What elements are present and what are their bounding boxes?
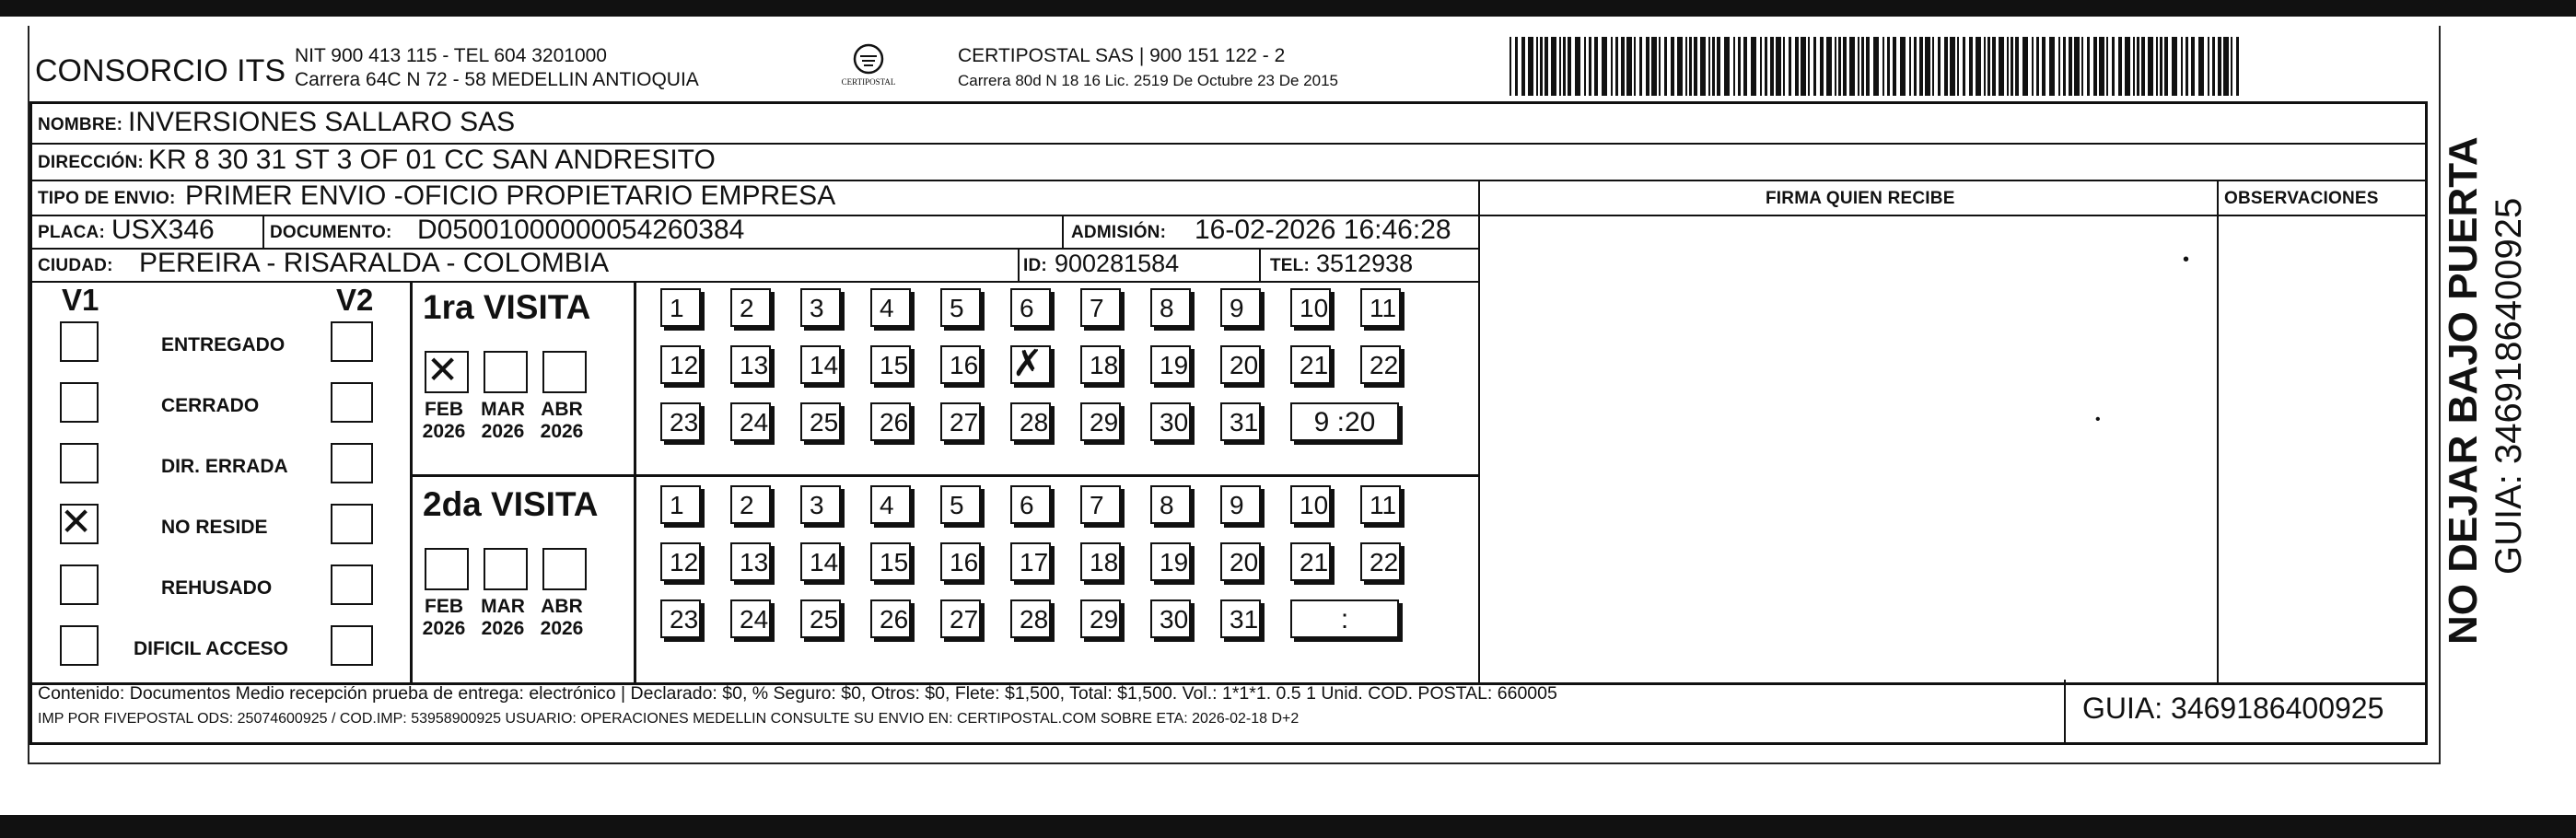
ciudad-value: PEREIRA - RISARALDA - COLOMBIA — [139, 248, 610, 278]
visit2-day-box[interactable]: 2 — [730, 485, 771, 524]
barcode-bar — [1914, 37, 1917, 96]
footer-guia: GUIA: 3469186400925 — [2082, 692, 2384, 725]
barcode-bar — [1694, 37, 1697, 96]
barcode-bar — [2032, 37, 2034, 96]
barcode-bar — [2133, 37, 2135, 96]
barcode-bar — [1887, 37, 1890, 96]
visit1-day-box[interactable]: 5 — [940, 288, 981, 327]
barcode-bar — [1615, 37, 1618, 96]
v2-checkbox[interactable] — [331, 564, 373, 605]
visit1-month-label: ABR — [541, 399, 583, 420]
bottom-edge — [0, 815, 2576, 838]
visit1-day-box[interactable]: 3 — [800, 288, 841, 327]
visit2-day-box[interactable]: 23 — [660, 599, 701, 638]
barcode-bar — [1559, 37, 1561, 96]
documento-value: D05001000000054260384 — [417, 215, 745, 245]
barcode-bar — [1760, 37, 1762, 96]
status-label: CERRADO — [161, 395, 260, 416]
placa-label: PLACA: — [38, 223, 105, 242]
visit2-day-box[interactable]: 31 — [1220, 599, 1261, 638]
visit2-day-box[interactable]: 10 — [1290, 485, 1331, 524]
visit1-day-box[interactable]: 15 — [870, 345, 911, 384]
id-value: 900281584 — [1055, 250, 1180, 277]
barcode-bar — [1826, 37, 1832, 96]
barcode-bar — [1712, 37, 1715, 96]
visit2-time-box[interactable]: : — [1290, 599, 1399, 638]
visit2-day-box[interactable]: 28 — [1010, 599, 1051, 638]
visit1-month-checkbox[interactable] — [542, 351, 587, 393]
barcode-bar — [2074, 37, 2080, 96]
v1-checkbox[interactable] — [60, 564, 99, 605]
footer — [29, 680, 2428, 745]
status-section — [32, 281, 413, 682]
placa-value: USX346 — [111, 215, 215, 245]
status-label: DIR. ERRADA — [161, 456, 288, 477]
visit2-day-box[interactable]: 22 — [1360, 542, 1401, 581]
visit2-day-box[interactable]: 30 — [1150, 599, 1191, 638]
barcode-bar — [1677, 37, 1683, 96]
certipostal-address: Carrera 80d N 18 16 Lic. 2519 De Octubre 23 De 2015 — [958, 72, 1338, 89]
barcode-bar — [2042, 37, 2046, 96]
barcode-bar — [1563, 37, 1566, 96]
barcode-bar — [2063, 37, 2066, 96]
barcode-bar — [2011, 37, 2013, 96]
visit1-day-box[interactable]: 27 — [940, 402, 981, 441]
visit2-day-box[interactable]: 1 — [660, 485, 701, 524]
visit1-month-checkbox[interactable] — [484, 351, 528, 393]
barcode-bar — [2156, 37, 2158, 96]
visit2-day-box[interactable]: 12 — [660, 542, 701, 581]
barcode-bar — [1634, 37, 1636, 96]
visit2-day-box[interactable]: 18 — [1080, 542, 1121, 581]
visit2-day-box[interactable]: 29 — [1080, 599, 1121, 638]
visit1-day-box[interactable]: 25 — [800, 402, 841, 441]
barcode-bar — [1515, 37, 1518, 96]
barcode-bar — [2164, 37, 2168, 96]
check-mark: ✕ — [60, 499, 93, 544]
visits-section — [410, 281, 1478, 682]
ciudad-row — [32, 248, 1478, 283]
barcode-bar — [1925, 37, 1930, 96]
visit2-month-year: 2026 — [540, 618, 584, 639]
ink-dot: • — [2183, 250, 2190, 270]
visit1-month-year: 2026 — [422, 421, 466, 442]
barcode-bar — [1685, 37, 1687, 96]
v1-checkbox[interactable] — [60, 625, 99, 666]
tipo-value: PRIMER ENVIO -OFICIO PROPIETARIO EMPRESA — [185, 180, 836, 211]
barcode-bar — [1938, 37, 1941, 96]
barcode-bar — [1838, 37, 1841, 96]
barcode-bar — [1795, 37, 1799, 96]
barcode-bar — [1776, 37, 1781, 96]
barcode-bar — [1813, 37, 1816, 96]
firma-header — [1480, 180, 2217, 216]
barcode-bar — [2141, 37, 2145, 96]
shipment-form — [29, 101, 2428, 685]
observ-header — [2219, 180, 2425, 216]
ciudad-label: CIUDAD: — [38, 256, 113, 275]
status-label: REHUSADO — [161, 577, 273, 599]
footer-line1: Contenido: Documentos Medio recepción prueba de entrega: electrónico | Declarado: $0, % Seguro: $0, Otros: $0, Flete: $1,500, Total: $1,500. Vol.: 1*1*1. 0.5 1 Unid. COD. POSTAL: 660005 — [38, 683, 1557, 704]
admision-label: ADMISIÓN: — [1071, 223, 1167, 242]
barcode-bar — [1536, 37, 1538, 96]
barcode-bar — [1551, 37, 1556, 96]
visit1-day-box[interactable]: 18 — [1080, 345, 1121, 384]
visit2-day-box[interactable]: 25 — [800, 599, 841, 638]
barcode-bar — [1626, 37, 1632, 96]
visit1-day-box[interactable]: 1 — [660, 288, 701, 327]
v2-header: V2 — [336, 283, 374, 317]
visit2-title: 2da VISITA — [423, 485, 599, 523]
barcode-bar — [2112, 37, 2115, 96]
visit1-day-box[interactable]: 31 — [1220, 402, 1261, 441]
month-check-mark: ✕ — [426, 347, 460, 392]
barcode-bar — [1984, 37, 1986, 96]
certipostal-line: CERTIPOSTAL SAS | 900 151 122 - 2 — [958, 45, 1286, 66]
visit2-month-checkbox[interactable] — [484, 548, 528, 590]
documento-label: DOCUMENTO: — [270, 223, 392, 242]
visit1-day-box[interactable]: 4 — [870, 288, 911, 327]
visit2-day-box[interactable]: 14 — [800, 542, 841, 581]
barcode-bar — [1738, 37, 1741, 96]
visit2-day-box[interactable]: 9 — [1220, 485, 1261, 524]
tel-value: 3512938 — [1316, 250, 1414, 277]
barcode-bar — [1751, 37, 1756, 96]
visit1-day-box[interactable]: 12 — [660, 345, 701, 384]
visit2-day-box[interactable]: 3 — [800, 485, 841, 524]
barcode-bar — [1589, 37, 1591, 96]
barcode-bar — [1509, 37, 1511, 96]
placa-row — [32, 215, 1478, 250]
barcode-bar — [1733, 37, 1735, 96]
visit2-day-box[interactable]: 8 — [1150, 485, 1191, 524]
v2-checkbox[interactable] — [331, 321, 373, 362]
visit1-day-box[interactable]: 29 — [1080, 402, 1121, 441]
barcode-bar — [1843, 37, 1847, 96]
visit1-month-year: 2026 — [481, 421, 525, 442]
visit2-month-label: ABR — [541, 596, 583, 617]
barcode-bar — [2125, 37, 2130, 96]
barcode-bar — [1866, 37, 1870, 96]
barcode-bar — [2007, 37, 2009, 96]
barcode-bar — [1770, 37, 1774, 96]
barcode-bar — [1544, 37, 1548, 96]
v1-checkbox[interactable] — [60, 382, 99, 423]
company-name: CONSORCIO ITS — [35, 53, 286, 88]
visit2-month-checkbox[interactable] — [542, 548, 587, 590]
visit2-day-box[interactable]: 11 — [1360, 485, 1401, 524]
barcode-bar — [2069, 37, 2072, 96]
barcode-bar — [2212, 37, 2215, 96]
visit1-time-box[interactable]: 9 :20 — [1290, 402, 1399, 441]
barcode-bar — [2172, 37, 2177, 96]
visit1-day-box[interactable]: 2 — [730, 288, 771, 327]
visit1-day-box[interactable]: 30 — [1150, 402, 1191, 441]
status-label: ENTREGADO — [161, 334, 286, 355]
visit2-month-year: 2026 — [481, 618, 525, 639]
barcode-bar — [2186, 37, 2188, 96]
barcode-bar — [1900, 37, 1906, 96]
barcode-bar — [1708, 37, 1710, 96]
barcode-bar — [1969, 37, 1973, 96]
id-label: ID: — [1023, 256, 1047, 275]
visit2-day-box[interactable]: 5 — [940, 485, 981, 524]
barcode-bar — [1639, 37, 1642, 96]
ink-dot-2: • — [2095, 412, 2101, 427]
barcode-bar — [1858, 37, 1859, 96]
side-warning: NO DEJAR BAJO PUERTA — [2441, 136, 2486, 645]
v1-checkbox[interactable] — [60, 443, 99, 483]
barcode-bar — [1765, 37, 1767, 96]
barcode-bar — [2036, 37, 2039, 96]
observ-divider — [2217, 180, 2219, 682]
visit1-day-box[interactable]: 23 — [660, 402, 701, 441]
visit2-day-box[interactable]: 6 — [1010, 485, 1051, 524]
visit1-day-box[interactable]: 21 — [1290, 345, 1331, 384]
visit1-day-box[interactable]: 20 — [1220, 345, 1261, 384]
barcode-bar — [2231, 37, 2232, 96]
barcode-bar — [1717, 37, 1720, 96]
visit1-day-box[interactable]: 13 — [730, 345, 771, 384]
barcode-bar — [1783, 37, 1785, 96]
visit2-day-box[interactable]: 17 — [1010, 542, 1051, 581]
barcode-bar — [1621, 37, 1625, 96]
barcode-bar — [2087, 37, 2090, 96]
barcode-bar — [1568, 37, 1571, 96]
barcode-bar — [1999, 37, 2004, 96]
barcode-bar — [2106, 37, 2108, 96]
barcode-bar — [1664, 37, 1667, 96]
visit2-day-box[interactable]: 20 — [1220, 542, 1261, 581]
visit2-day-box[interactable]: 19 — [1150, 542, 1191, 581]
barcode-bar — [1893, 37, 1896, 96]
v1-checkbox[interactable] — [60, 321, 99, 362]
visit1-day-box[interactable]: 26 — [870, 402, 911, 441]
visit2-day-box[interactable]: 26 — [870, 599, 911, 638]
top-edge — [0, 0, 2576, 17]
direccion-value: KR 8 30 31 ST 3 OF 01 CC SAN ANDRESITO — [148, 145, 716, 175]
nombre-label: NOMBRE: — [38, 115, 123, 134]
barcode-bar — [2198, 37, 2204, 96]
visit2-day-box[interactable]: 13 — [730, 542, 771, 581]
direccion-row — [32, 143, 2425, 181]
barcode-bar — [2236, 37, 2239, 96]
visit1-day-box[interactable]: 9 — [1220, 288, 1261, 327]
barcode-bar — [1992, 37, 1996, 96]
barcode-bar — [1611, 37, 1613, 96]
barcode-bar — [2223, 37, 2229, 96]
firma-label: FIRMA QUIEN RECIBE — [1766, 189, 1955, 208]
certipostal-logo — [836, 41, 901, 94]
barcode-bar — [2218, 37, 2221, 96]
v2-checkbox[interactable] — [331, 443, 373, 483]
visit1-day-box[interactable]: 11 — [1360, 288, 1401, 327]
barcode-bar — [1646, 37, 1649, 96]
barcode-bar — [1919, 37, 1923, 96]
barcode-bar — [2208, 37, 2209, 96]
day-cross-mark: ✗ — [1012, 343, 1043, 385]
barcode-bar — [1976, 37, 1981, 96]
visit1-day-box[interactable]: 14 — [800, 345, 841, 384]
visit2-day-box[interactable]: 4 — [870, 485, 911, 524]
visit2-day-box[interactable]: 7 — [1080, 485, 1121, 524]
visit2-month-checkbox[interactable] — [425, 548, 469, 590]
v2-checkbox[interactable] — [331, 382, 373, 423]
barcode-bar — [1808, 37, 1810, 96]
barcode-bar — [2148, 37, 2153, 96]
barcode-bar — [1671, 37, 1674, 96]
tipo-row — [32, 180, 1478, 216]
nombre-row — [32, 104, 2425, 145]
barcode-bar — [2022, 37, 2028, 96]
barcode-bar — [2049, 37, 2055, 96]
v2-checkbox[interactable] — [331, 625, 373, 666]
barcode-bar — [1861, 37, 1864, 96]
visit1-month-label: MAR — [481, 399, 525, 420]
barcode-bar — [1528, 37, 1533, 96]
visit1-day-box[interactable]: 19 — [1150, 345, 1191, 384]
visit2-day-box[interactable]: 21 — [1290, 542, 1331, 581]
barcode-bar — [2015, 37, 2019, 96]
barcode-bar — [1963, 37, 1965, 96]
status-label: NO RESIDE — [161, 517, 268, 538]
address-line: Carrera 64C N 72 - 58 MEDELLIN ANTIOQUIA — [295, 69, 699, 90]
visit1-day-box[interactable]: 28 — [1010, 402, 1051, 441]
barcode-bar — [1743, 37, 1747, 96]
barcode-bar — [2093, 37, 2097, 96]
barcode-bar — [1724, 37, 1730, 96]
visit1-day-box[interactable]: 16 — [940, 345, 981, 384]
visit2-day-box[interactable]: 16 — [940, 542, 981, 581]
barcode-bar — [2191, 37, 2195, 96]
side-guia: GUIA: 3469186400925 — [2489, 197, 2529, 575]
firma-divider — [1478, 180, 1480, 682]
barcode-bar — [1849, 37, 1855, 96]
v2-checkbox[interactable] — [331, 504, 373, 544]
barcode-bar — [2160, 37, 2162, 96]
barcode-bar — [2058, 37, 2060, 96]
observ-label: OBSERVACIONES — [2224, 189, 2379, 208]
visit2-month-label: FEB — [425, 596, 463, 617]
visit2-day-box[interactable]: 24 — [730, 599, 771, 638]
barcode-bar — [1882, 37, 1884, 96]
barcode-bar — [2137, 37, 2139, 96]
barcode-bar — [1873, 37, 1879, 96]
visit1-day-box[interactable]: 22 — [1360, 345, 1401, 384]
barcode-bar — [1789, 37, 1791, 96]
barcode-bar — [1700, 37, 1706, 96]
visit1-month-year: 2026 — [540, 421, 584, 442]
visit1-month-label: FEB — [425, 399, 463, 420]
barcode-bar — [1584, 37, 1586, 96]
status-label: DIFICIL ACCESO — [134, 638, 289, 659]
barcode-bar — [2099, 37, 2104, 96]
barcode-bar — [2118, 37, 2122, 96]
barcode — [1506, 37, 2252, 96]
barcode-bar — [1950, 37, 1955, 96]
visit1-day-box[interactable]: 6 — [1010, 288, 1051, 327]
barcode-bar — [1909, 37, 1911, 96]
barcode-bar — [1540, 37, 1543, 96]
barcode-bar — [1957, 37, 1959, 96]
barcode-bar — [1575, 37, 1580, 96]
v1-header: V1 — [62, 283, 99, 317]
direccion-label: DIRECCIÓN: — [38, 153, 144, 172]
nit-line: NIT 900 413 115 - TEL 604 3201000 — [295, 45, 607, 66]
barcode-bar — [1932, 37, 1934, 96]
barcode-bar — [1820, 37, 1824, 96]
visit1-day-box[interactable]: 7 — [1080, 288, 1121, 327]
tel-label: TEL: — [1270, 256, 1311, 275]
barcode-bar — [2081, 37, 2083, 96]
visit2-day-box[interactable]: 15 — [870, 542, 911, 581]
nombre-value: INVERSIONES SALLARO SAS — [128, 107, 516, 137]
barcode-bar — [1659, 37, 1661, 96]
admision-value: 16-02-2026 16:46:28 — [1195, 215, 1451, 245]
visit2-day-box[interactable]: 27 — [940, 599, 981, 638]
visit1-day-box[interactable]: 10 — [1290, 288, 1331, 327]
barcode-bar — [1801, 37, 1806, 96]
barcode-bar — [1944, 37, 1948, 96]
barcode-bar — [2181, 37, 2183, 96]
barcode-bar — [1651, 37, 1657, 96]
visit2-month-year: 2026 — [422, 618, 466, 639]
barcode-bar — [1602, 37, 1607, 96]
visit1-title: 1ra VISITA — [423, 288, 591, 326]
barcode-bar — [1594, 37, 1598, 96]
tipo-label: TIPO DE ENVIO: — [38, 189, 176, 208]
visit1-day-box[interactable]: 8 — [1150, 288, 1191, 327]
svg-text:CERTIPOSTAL: CERTIPOSTAL — [841, 77, 896, 87]
barcode-bar — [1987, 37, 1990, 96]
visit1-day-box[interactable]: 24 — [730, 402, 771, 441]
visit2-month-label: MAR — [481, 596, 525, 617]
barcode-bar — [1521, 37, 1525, 96]
barcode-bar — [1689, 37, 1692, 96]
footer-line2: IMP POR FIVEPOSTAL ODS: 25074600925 / COD.IMP: 53958900925 USUARIO: OPERACIONES MEDELLIN CONSULTE SU ENVIO EN: CERTIPOSTAL.COM SOBRE ETA: 2026-02-18 D+2 — [38, 711, 1300, 727]
barcode-bar — [1835, 37, 1836, 96]
